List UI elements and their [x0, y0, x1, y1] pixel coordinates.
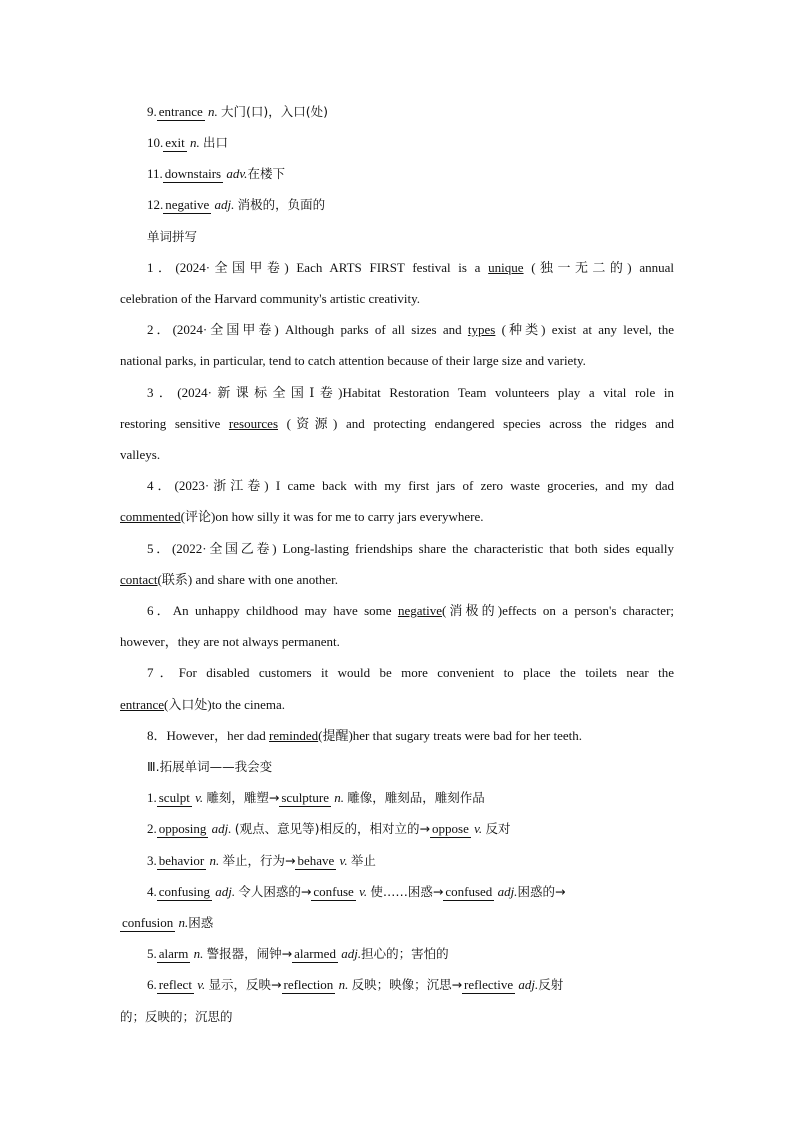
spelling-item-7-line-2 — [120, 696, 285, 714]
sentence-text: (2022·全国乙卷) Long-lasting friendships share the characteristic that both sides equally — [171, 541, 674, 556]
part-of-speech: adj. — [497, 884, 518, 899]
sentence-text: (独一无二的) annual — [531, 260, 674, 275]
answer-blank: behavior — [158, 853, 205, 868]
item-number: 4. — [147, 884, 157, 899]
answer-blank: entrance — [158, 104, 203, 119]
item-number: 2. — [147, 821, 157, 836]
sentence-text: restoring sensitive — [120, 416, 221, 431]
spelling-item-6-line-2: however，they are not always permanent. — [120, 634, 340, 649]
answer-blank: reflective — [464, 977, 514, 992]
spelling-item-4-line-2 — [120, 508, 484, 526]
answer-blank: negative — [165, 197, 210, 212]
spelling-item-3-line-3: valleys. — [120, 447, 161, 462]
part-of-speech: n. — [208, 104, 218, 119]
sentence-text: (2023·浙江卷) I came back with my first jars of zero waste groceries, and my dad — [174, 478, 674, 493]
sentence-text: (2024·全国甲卷) Although parks of all sizes and — [172, 322, 462, 337]
item-number: 9. — [147, 104, 157, 119]
vocab-item — [147, 103, 328, 121]
answer: resources — [228, 416, 279, 431]
expand-item-2 — [147, 820, 510, 838]
expand-item-1 — [147, 789, 485, 807]
answer-blank: reflection — [283, 977, 334, 992]
vocab-item — [147, 134, 228, 152]
spelling-item-2-line-1 — [147, 321, 674, 339]
spelling-item-1-line-2: celebration of the Harvard community's artistic creativity. — [120, 291, 421, 306]
answer-blank: confusing — [158, 884, 211, 899]
meaning: 显示，反映→ — [208, 977, 282, 992]
answer-blank: sculpt — [158, 790, 190, 805]
spelling-item-8 — [147, 727, 582, 745]
item-number: 5． — [147, 541, 172, 556]
item-number: 7． — [147, 665, 179, 680]
sentence-text: (消极的)effects on a person's character; — [441, 603, 675, 618]
answer-blank: opposing — [158, 821, 207, 836]
expand-item-6 — [147, 976, 563, 994]
sentence-text: (2024·新课标全国Ⅰ卷)Habitat Restoration Team volunteers play a vital role in — [177, 385, 674, 400]
spelling-item-4-line-1 — [147, 477, 674, 495]
answer: unique — [488, 260, 524, 275]
vocab-item — [147, 165, 285, 183]
sentence-text: (联系) and share with one another. — [157, 572, 339, 587]
meaning: 消极的，负面的 — [237, 197, 326, 212]
item-number: 1． — [147, 260, 176, 275]
part-of-speech: v. — [339, 853, 348, 868]
item-number: 3. — [147, 853, 157, 868]
part-of-speech: n. — [193, 946, 204, 961]
sentence-text: An unhappy childhood may have some — [172, 603, 392, 618]
expand-item-4-line-2 — [120, 914, 213, 932]
item-number: 6． — [147, 603, 173, 618]
answer: commented — [120, 509, 181, 524]
expand-item-4 — [147, 883, 565, 901]
answer: negative — [397, 603, 442, 618]
item-number: 8． — [147, 728, 167, 743]
meaning: 令人困惑的→ — [238, 884, 312, 899]
answer-blank: downstairs — [164, 166, 222, 181]
expand-item-3 — [147, 852, 376, 870]
meaning: 雕像，雕刻品，雕刻作品 — [347, 790, 485, 805]
expand-item-6-line-2: 的；反映的；沉思的 — [120, 1009, 233, 1024]
part-of-speech: v. — [474, 821, 483, 836]
spelling-item-1-line-1 — [147, 259, 674, 277]
answer-blank: exit — [165, 135, 185, 150]
part-of-speech: n. — [178, 915, 189, 930]
answer: contact — [120, 572, 158, 587]
meaning: 使……困惑→ — [370, 884, 444, 899]
part-of-speech: v. — [195, 790, 204, 805]
spelling-item-3-line-1 — [147, 384, 674, 402]
meaning: 大门(口)，入口(处) — [221, 104, 329, 119]
item-number: 2． — [147, 322, 173, 337]
part-of-speech: n. — [338, 977, 349, 992]
meaning: 举止，行为→ — [222, 853, 296, 868]
spelling-item-5-line-2 — [120, 571, 338, 589]
sentence-text: (2024·全国甲卷) Each ARTS FIRST festival is a — [175, 260, 481, 275]
spelling-item-5-line-1 — [147, 540, 674, 558]
item-number: 4． — [147, 478, 175, 493]
answer-blank: confused — [445, 884, 493, 899]
sentence-text: (评论)on how silly it was for me to carry jars everywhere. — [180, 509, 484, 524]
expand-item-5 — [147, 945, 449, 963]
meaning: 雕刻，雕塑→ — [206, 790, 280, 805]
meaning: 反映；映像；沉思→ — [351, 977, 463, 992]
answer: types — [467, 322, 496, 337]
spelling-item-2-line-2: national parks, in particular, tend to catch attention because of their large size and variety. — [120, 353, 586, 368]
answer-blank: confuse — [313, 884, 354, 899]
part-of-speech: n. — [190, 135, 200, 150]
part-of-speech: n. — [209, 853, 220, 868]
meaning: 困惑的→ — [517, 884, 566, 899]
item-number: 11. — [147, 166, 163, 181]
meaning: 困惑 — [188, 915, 214, 930]
section-heading: Ⅲ.拓展单词——我会变 — [147, 759, 273, 774]
meaning: 出口 — [203, 135, 229, 150]
part-of-speech: v. — [197, 977, 206, 992]
meaning: 反对 — [485, 821, 511, 836]
item-number: 10. — [147, 135, 164, 150]
part-of-speech: adj. — [518, 977, 539, 992]
sentence-text: However，her dad — [166, 728, 266, 743]
item-number: 5. — [147, 946, 157, 961]
item-number: 12. — [147, 197, 164, 212]
sentence-text: (资源) and protecting endangered species across the ridges and — [286, 416, 674, 431]
meaning: (观点、意见等)相反的，相对立的→ — [234, 821, 431, 836]
answer-blank: reflect — [158, 977, 192, 992]
item-number: 3． — [147, 385, 178, 400]
spelling-item-6-line-1 — [147, 602, 674, 620]
meaning: 警报器，闹钟→ — [206, 946, 293, 961]
answer-blank: alarmed — [294, 946, 336, 961]
spelling-item-7-line-1 — [147, 664, 674, 682]
section-heading: 单词拼写 — [147, 229, 198, 244]
answer-blank: confusion — [122, 915, 174, 930]
part-of-speech: adj. — [214, 197, 235, 212]
sentence-text: For disabled customers it would be more convenient to place the toilets near the — [178, 665, 674, 680]
part-of-speech: adj. — [211, 821, 232, 836]
meaning: 担心的；害怕的 — [361, 946, 449, 961]
item-number: 6. — [147, 977, 157, 992]
spelling-item-3-line-2 — [120, 415, 674, 433]
answer-blank: sculpture — [281, 790, 330, 805]
answer: entrance — [120, 697, 165, 712]
answer-blank: oppose — [432, 821, 469, 836]
answer: reminded — [269, 728, 319, 743]
answer-blank: behave — [297, 853, 335, 868]
vocab-item — [147, 196, 325, 214]
part-of-speech: adj. — [215, 884, 236, 899]
item-number: 1. — [147, 790, 157, 805]
sentence-text: (提醒)her that sugary treats were bad for her teeth. — [318, 728, 582, 743]
part-of-speech: adj. — [341, 946, 362, 961]
sentence-text: (入口处)to the cinema. — [164, 697, 285, 712]
meaning: 举止 — [350, 853, 376, 868]
answer-blank: alarm — [158, 946, 189, 961]
part-of-speech: adv. — [226, 166, 248, 181]
meaning: 反射 — [538, 977, 564, 992]
part-of-speech: v. — [359, 884, 368, 899]
meaning: 在楼下 — [247, 166, 285, 181]
sentence-text: (种类) exist at any level, the — [501, 322, 674, 337]
part-of-speech: n. — [334, 790, 345, 805]
